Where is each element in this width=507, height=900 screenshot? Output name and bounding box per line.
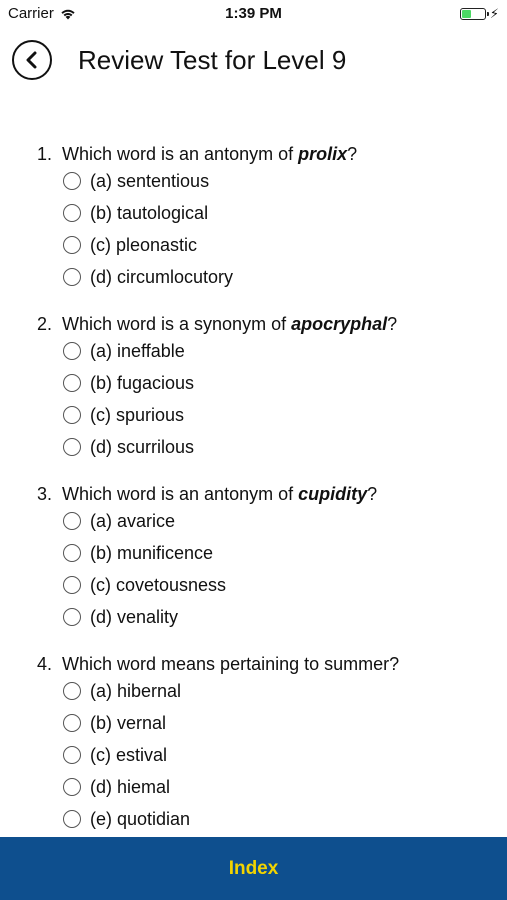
radio-button-icon[interactable]	[63, 342, 81, 360]
answer-option-label: (a) hibernal	[90, 680, 182, 701]
radio-button-icon[interactable]	[63, 778, 81, 796]
radio-button-icon[interactable]	[63, 268, 81, 286]
question-3	[37, 483, 507, 633]
answer-option[interactable]	[63, 707, 507, 739]
answer-option-label: (b) tautological	[90, 202, 209, 223]
question-suffix: ?	[367, 484, 378, 504]
answer-option-label: (b) fugacious	[90, 372, 195, 393]
answer-option[interactable]	[63, 771, 507, 803]
radio-button-icon[interactable]	[63, 374, 81, 392]
answer-option[interactable]	[63, 399, 507, 431]
radio-button-icon[interactable]	[63, 406, 81, 424]
carrier-label: Carrier	[8, 5, 54, 22]
answer-option-label: (c) pleonastic	[90, 234, 198, 255]
question-prefix: Which word is an antonym of	[62, 484, 299, 504]
question-text	[37, 483, 507, 505]
radio-button-icon[interactable]	[63, 810, 81, 828]
charging-bolt-icon: ⚡	[489, 6, 499, 21]
radio-button-icon[interactable]	[63, 576, 81, 594]
answer-option-label: (c) covetousness	[90, 574, 227, 595]
question-keyword: prolix	[298, 144, 348, 164]
question-number: 4.	[37, 654, 53, 674]
answer-option-label: (d) hiemal	[90, 776, 171, 797]
answer-option[interactable]	[63, 537, 507, 569]
back-button[interactable]	[12, 40, 52, 80]
answer-option[interactable]	[63, 261, 507, 293]
index-button[interactable]: Index	[228, 857, 279, 879]
answer-option-label: (d) venality	[90, 606, 179, 627]
radio-button-icon[interactable]	[63, 438, 81, 456]
answer-option[interactable]	[63, 431, 507, 463]
question-keyword: apocryphal	[291, 314, 388, 334]
question-prefix: Which word is an antonym of	[62, 144, 299, 164]
answer-option[interactable]	[63, 229, 507, 261]
answer-option-label: (c) estival	[90, 744, 168, 765]
status-time: 1:39 PM	[225, 5, 282, 22]
answer-option-label: (b) munificence	[90, 542, 214, 563]
answer-option[interactable]	[63, 335, 507, 367]
radio-button-icon[interactable]	[63, 236, 81, 254]
bottom-bar	[0, 837, 507, 900]
radio-button-icon[interactable]	[63, 746, 81, 764]
answer-option-label: (d) scurrilous	[90, 436, 195, 457]
question-1	[37, 143, 507, 293]
answer-option[interactable]	[63, 675, 507, 707]
answer-option-label: (a) sententious	[90, 170, 210, 191]
answer-option[interactable]	[63, 601, 507, 633]
radio-button-icon[interactable]	[63, 204, 81, 222]
radio-button-icon[interactable]	[63, 544, 81, 562]
radio-button-icon[interactable]	[63, 714, 81, 732]
question-number: 3.	[37, 484, 53, 504]
battery-level	[462, 10, 471, 18]
answer-option-label: (b) vernal	[90, 712, 167, 733]
question-number: 2.	[37, 314, 53, 334]
page-title: Review Test for Level 9	[78, 44, 347, 75]
battery-icon	[460, 8, 486, 20]
question-keyword: cupidity	[298, 484, 368, 504]
radio-button-icon[interactable]	[63, 512, 81, 530]
answer-option[interactable]	[63, 165, 507, 197]
answer-option-label: (c) spurious	[90, 404, 185, 425]
answer-option-label: (a) ineffable	[90, 340, 185, 361]
answer-option[interactable]	[63, 569, 507, 601]
question-prefix: Which word is a synonym of	[62, 314, 292, 334]
radio-button-icon[interactable]	[63, 682, 81, 700]
answer-option-label: (d) circumlocutory	[90, 266, 234, 287]
question-prefix: Which word means pertaining to summer?	[62, 654, 400, 674]
answer-option-label: (a) avarice	[90, 510, 176, 531]
question-text	[37, 313, 507, 335]
question-4	[37, 653, 507, 835]
question-suffix: ?	[347, 144, 358, 164]
answer-option[interactable]	[63, 367, 507, 399]
question-number: 1.	[37, 144, 53, 164]
question-list[interactable]	[0, 143, 507, 837]
radio-button-icon[interactable]	[63, 608, 81, 626]
status-right	[460, 6, 499, 22]
answer-option[interactable]	[63, 197, 507, 229]
answer-option[interactable]	[63, 803, 507, 835]
radio-button-icon[interactable]	[63, 172, 81, 190]
question-2	[37, 313, 507, 463]
question-text	[37, 653, 507, 675]
question-text	[37, 143, 507, 165]
answer-option-label: (e) quotidian	[90, 808, 191, 829]
answer-option[interactable]	[63, 505, 507, 537]
question-suffix: ?	[387, 314, 398, 334]
answer-option[interactable]	[63, 739, 507, 771]
status-bar	[0, 0, 507, 28]
header	[12, 38, 346, 82]
chevron-left-icon	[24, 51, 40, 69]
